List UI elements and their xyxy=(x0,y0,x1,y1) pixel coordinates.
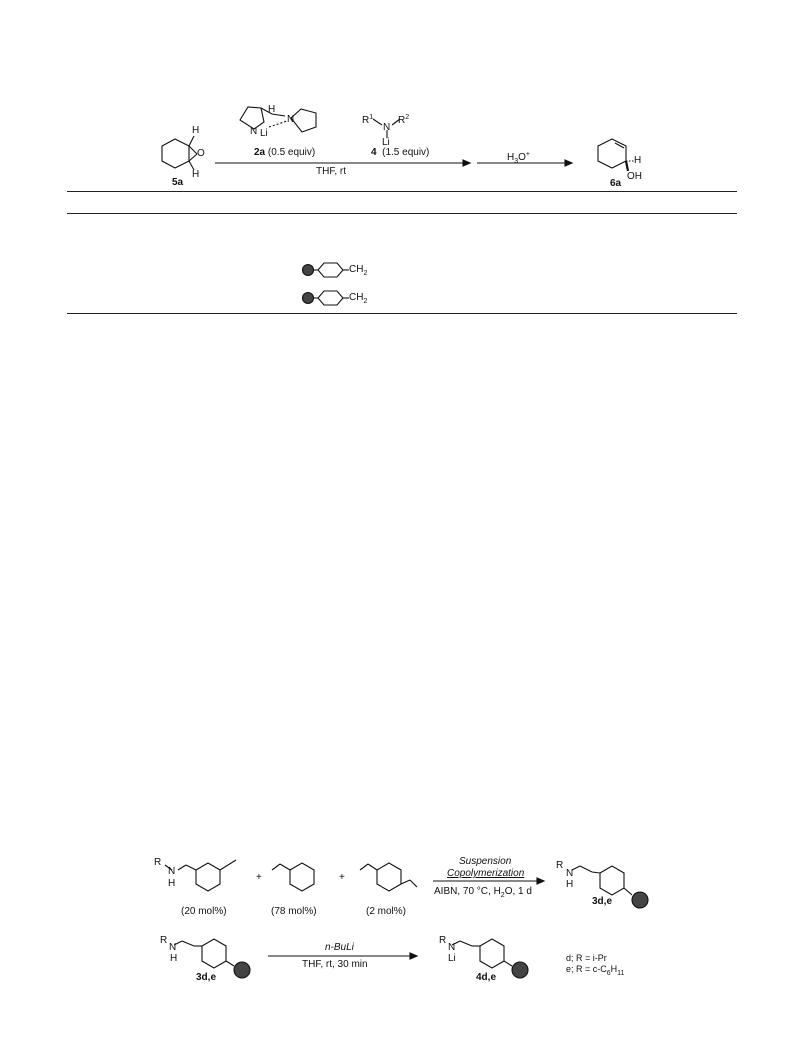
p1-n-label: N xyxy=(566,868,574,879)
h-label-top: H xyxy=(192,125,200,136)
p2-li-label: Li xyxy=(448,953,456,964)
cat-h-label: H xyxy=(268,104,276,115)
s2-r-label: R xyxy=(160,935,168,946)
resin-ch2-label-1: $CH_2$ xyxy=(349,264,368,277)
r1-mol-percent: (20 mol%) xyxy=(181,906,227,917)
benzene-ring-s2 xyxy=(202,939,226,968)
amide-r1: $R^1$ xyxy=(362,114,374,126)
definition-e: e; $R = c-C_6H_{11}$ xyxy=(566,964,625,977)
benzene-ring-dvb xyxy=(377,863,401,891)
p2-r-label: R xyxy=(439,935,447,946)
compound-label-3de: 3d,e xyxy=(592,896,613,907)
arrow-4-head xyxy=(410,953,417,959)
compound-label-3de-2: 3d,e xyxy=(196,972,217,983)
amide-r2: $R^2$ xyxy=(398,114,410,126)
plus-sign-2: + xyxy=(339,872,345,883)
r1-h-label: H xyxy=(168,878,176,889)
r1-n-label: N xyxy=(168,866,176,877)
compound-label-4de: 4d,e xyxy=(476,972,497,983)
compound-label-5a: 5a xyxy=(172,177,184,188)
r3-mol-percent: (2 mol%) xyxy=(366,906,407,917)
polymer-bead-3 xyxy=(632,892,648,908)
cat-n2-label: N xyxy=(287,114,295,125)
product-h: H xyxy=(634,155,642,166)
arrow-3-head xyxy=(537,878,544,884)
benzene-ring-styrene xyxy=(290,863,314,891)
benzene-ring-p1 xyxy=(600,866,624,895)
product-oh: OH xyxy=(627,171,642,182)
epoxide-oxygen: O xyxy=(197,148,205,159)
polymer-bead-4 xyxy=(234,962,250,978)
r2-mol-percent: (78 mol%) xyxy=(271,906,317,917)
arrow2-conditions: THF, rt, 30 min xyxy=(302,959,368,970)
benzene-ring-p2 xyxy=(480,939,504,968)
quench-reagent: $H_3O^+$ xyxy=(507,151,531,165)
cat-n1-label: N xyxy=(250,126,258,137)
h-label-bottom: H xyxy=(192,169,200,180)
polymer-bead-5 xyxy=(512,962,528,978)
s2-n-label: N xyxy=(169,942,177,953)
r1-r-label: R xyxy=(154,857,162,868)
compound-label-6a: 6a xyxy=(610,178,622,189)
catalyst-caption: 2a (0.5 equiv) xyxy=(254,147,316,158)
arrow1-label-2: Copolymerization xyxy=(447,868,525,879)
arrow1-label-1: Suspension xyxy=(459,856,512,867)
s2-h-label: H xyxy=(170,953,178,964)
p1-h-label: H xyxy=(566,879,574,890)
p2-n-label: N xyxy=(448,942,456,953)
definition-d: d; R = i-Pr xyxy=(566,953,607,963)
amide-n: N xyxy=(383,122,391,133)
arrow2-reagent: n-BuLi xyxy=(325,942,354,953)
p1-r-label: R xyxy=(556,860,564,871)
amide-li: Li xyxy=(382,137,390,148)
benzene-ring-r1 xyxy=(196,863,220,891)
amide-caption: 4 (1.5 equiv) xyxy=(371,147,430,158)
resin-ch2-label-2: $CH_2$ xyxy=(349,292,368,305)
arrow1-conditions: AIBN, 70 °C, $H_2O$, 1 d xyxy=(434,886,532,899)
cat-li-label: Li xyxy=(260,128,268,139)
reaction-conditions: THF, rt xyxy=(316,166,346,177)
plus-sign-1: + xyxy=(256,872,262,883)
